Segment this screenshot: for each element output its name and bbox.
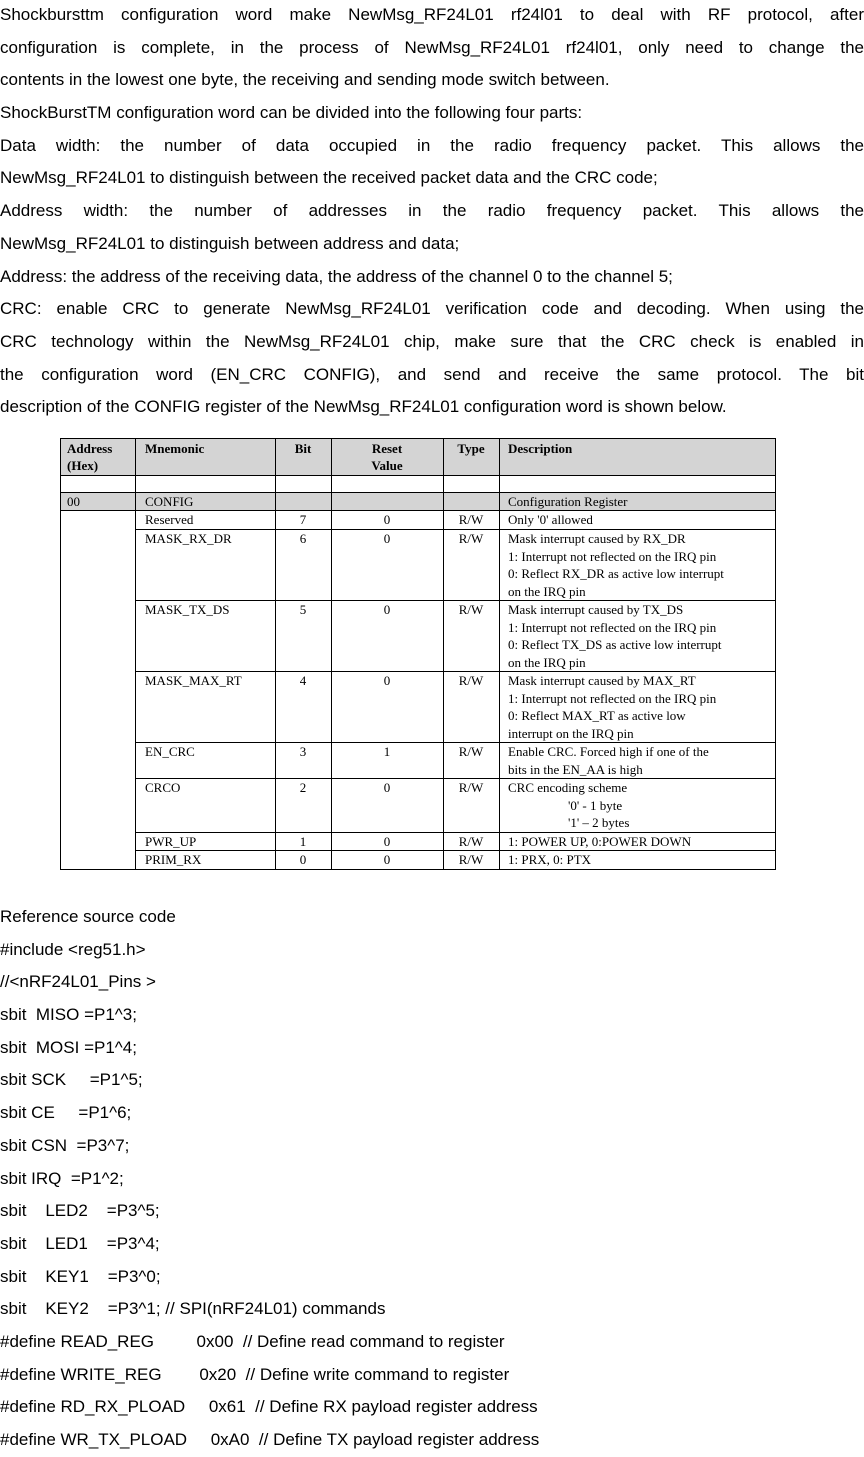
row-desc: 0: Reflect TX_DS as active low interrupt — [508, 637, 722, 652]
table-rule — [135, 778, 775, 779]
code-line: //<nRF24L01_Pins > — [0, 972, 156, 992]
row-mnemonic: PRIM_RX — [145, 852, 202, 867]
row-desc: '1' – 2 bytes — [568, 815, 630, 830]
table-rule — [135, 850, 775, 851]
row-reset: 0 — [383, 780, 391, 795]
row-desc: bits in the EN_AA is high — [508, 761, 643, 777]
row-reset: 0 — [383, 602, 391, 617]
row-mnemonic: MASK_RX_DR — [145, 531, 232, 546]
table-rule — [275, 439, 276, 869]
code-line: #define READ_REG 0x00 // Define read command to register — [0, 1331, 505, 1351]
row-desc: 0: Reflect MAX_RT as active low — [508, 708, 686, 723]
row-reset: 0 — [383, 512, 391, 527]
row-bit: 4 — [299, 673, 307, 688]
row-bit: 5 — [299, 602, 307, 617]
header-type: Type — [457, 441, 485, 456]
row-type: R/W — [458, 673, 484, 688]
code-line: #include <reg51.h> — [0, 939, 146, 959]
row-bit: 7 — [299, 512, 307, 527]
row-type: R/W — [458, 744, 484, 759]
code-line: #define WRITE_REG 0x20 // Define write command to register — [0, 1364, 510, 1384]
intro-line: description of the CONFIG register of the NewMsg_RF24L01 configuration word is shown below. — [0, 397, 727, 417]
header-description: Description — [508, 441, 573, 456]
row-type: R/W — [458, 834, 484, 849]
row-desc: Mask interrupt caused by RX_DR — [508, 531, 686, 546]
intro-line: ShockBurstTM configuration word can be divided into the following four parts: — [0, 103, 583, 123]
row-mnemonic: MASK_TX_DS — [145, 602, 230, 617]
table-rule — [135, 529, 775, 530]
table-rule — [443, 439, 444, 869]
table-rule — [135, 600, 775, 601]
code-line: Reference source code — [0, 907, 176, 926]
row-desc: interrupt on the IRQ pin — [508, 725, 634, 741]
intro-line: Address width: the number of addresses in the radio frequency packet. This allows the — [0, 201, 864, 221]
row-bit: 3 — [299, 744, 307, 759]
table-rule — [61, 492, 775, 493]
intro-line: CRC: enable CRC to generate NewMsg_RF24L01 verification code and decoding. When using the — [0, 299, 864, 319]
row-mnemonic: CRCO — [145, 780, 181, 795]
code-line: sbit MOSI =P1^4; — [0, 1037, 137, 1057]
intro-line: configuration is complete, in the process of NewMsg_RF24L01 rf24l01, only need to change the — [0, 37, 864, 57]
row-desc: Mask interrupt caused by MAX_RT — [508, 673, 696, 688]
row-desc: Enable CRC. Forced high if one of the — [508, 744, 709, 759]
source-code-block — [0, 901, 864, 1457]
row-mnemonic: MASK_MAX_RT — [145, 673, 242, 688]
row-bit: 1 — [299, 834, 307, 849]
code-line: sbit MISO =P1^3; — [0, 1005, 137, 1025]
table-rule — [61, 510, 775, 511]
intro-line: the configuration word (EN_CRC CONFIG), and send and receive the same protocol. The bit — [0, 364, 864, 384]
row-bit: 0 — [299, 852, 307, 867]
code-line: sbit IRQ =P1^2; — [0, 1168, 124, 1188]
register-description: Configuration Register — [508, 494, 628, 509]
intro-line: Address: the address of the receiving data, the address of the channel 0 to the channel 5; — [0, 266, 673, 286]
header-reset: Reset — [371, 441, 403, 456]
row-bit: 2 — [299, 780, 307, 795]
intro-line: contents in the lowest one byte, the receiving and sending mode switch between. — [0, 70, 610, 90]
row-desc: 1: Interrupt not reflected on the IRQ pin — [508, 690, 717, 706]
code-line: sbit CSN =P3^7; — [0, 1135, 130, 1155]
intro-paragraph — [0, 0, 864, 424]
row-mnemonic: Reserved — [145, 512, 194, 527]
row-desc: 1: Interrupt not reflected on the IRQ pin — [508, 548, 717, 564]
row-desc: 1: Interrupt not reflected on the IRQ pin — [508, 619, 717, 635]
code-line: #define WR_TX_PLOAD 0xA0 // Define TX payload register address — [0, 1430, 540, 1449]
row-reset: 0 — [383, 852, 391, 867]
register-address: 00 — [67, 494, 80, 509]
code-line: sbit SCK =P1^5; — [0, 1070, 143, 1090]
code-line: sbit KEY2 =P3^1; // SPI(nRF24L01) commands — [0, 1299, 386, 1319]
row-bit: 6 — [299, 531, 307, 546]
row-type: R/W — [458, 852, 484, 867]
row-reset: 0 — [383, 834, 391, 849]
row-type: R/W — [458, 780, 484, 795]
code-line: sbit KEY1 =P3^0; — [0, 1266, 161, 1286]
intro-line: Data width: the number of data occupied in the radio frequency packet. This allows the — [0, 135, 864, 155]
row-desc: on the IRQ pin — [508, 583, 586, 599]
row-desc: Mask interrupt caused by TX_DS — [508, 602, 684, 617]
table-rule — [331, 439, 332, 869]
header-mnemonic: Mnemonic — [145, 441, 205, 456]
table-rule — [499, 439, 500, 869]
row-desc: '0' - 1 byte — [568, 797, 623, 813]
code-line: #define RD_RX_PLOAD 0x61 // Define RX payload register address — [0, 1397, 538, 1417]
row-desc: 1: PRX, 0: PTX — [508, 852, 592, 867]
row-reset: 0 — [383, 531, 391, 546]
row-type: R/W — [458, 602, 484, 617]
intro-line: Shockbursttm configuration word make NewMsg_RF24L01 rf24l01 to deal with RF protocol, after — [0, 5, 864, 24]
intro-line: NewMsg_RF24L01 to distinguish between the received packet data and the CRC code; — [0, 168, 658, 188]
row-desc: on the IRQ pin — [508, 654, 586, 670]
table-rule — [135, 832, 775, 833]
table-rule — [135, 742, 775, 743]
header-bit: Bit — [294, 441, 312, 456]
header-reset-sub: Value — [371, 458, 403, 473]
row-desc: 0: Reflect RX_DR as active low interrupt — [508, 566, 724, 581]
row-type: R/W — [458, 512, 484, 527]
header-address: Address — [67, 441, 113, 456]
register-mnemonic: CONFIG — [145, 494, 194, 509]
code-line: sbit LED2 =P3^5; — [0, 1201, 160, 1221]
row-reset: 1 — [383, 744, 391, 759]
header-address-sub: (Hex) — [67, 458, 99, 473]
code-line: sbit CE =P1^6; — [0, 1103, 132, 1123]
row-type: R/W — [458, 531, 484, 546]
intro-line: NewMsg_RF24L01 to distinguish between address and data; — [0, 233, 460, 253]
table-rule — [135, 671, 775, 672]
row-reset: 0 — [383, 673, 391, 688]
config-register-table — [60, 438, 776, 870]
row-mnemonic: EN_CRC — [145, 744, 195, 759]
row-desc: Only '0' allowed — [508, 512, 593, 527]
row-desc: CRC encoding scheme — [508, 780, 628, 795]
row-mnemonic: PWR_UP — [145, 834, 197, 849]
table-rule — [135, 439, 136, 869]
intro-line: CRC technology within the NewMsg_RF24L01 chip, make sure that the CRC check is enabled in — [0, 331, 864, 351]
code-line: sbit LED1 =P3^4; — [0, 1233, 160, 1253]
row-desc: 1: POWER UP, 0:POWER DOWN — [508, 834, 692, 849]
